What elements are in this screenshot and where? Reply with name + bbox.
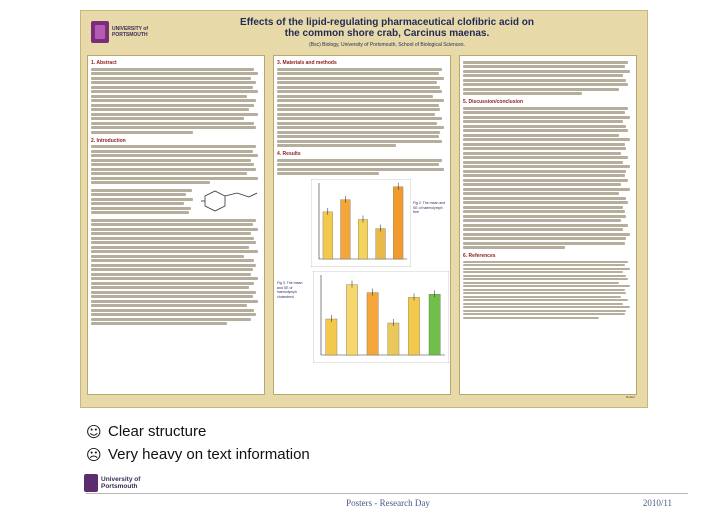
footer-event-name: Posters - Research Day — [346, 498, 430, 508]
smiley-face-icon: ☺ — [86, 422, 102, 441]
poster-column-middle — [273, 55, 451, 401]
section-heading-methods: 3. Materials and methods — [277, 60, 337, 66]
chart-1-bar-4 — [376, 229, 386, 259]
haemolymph-bar-chart-2 — [313, 271, 449, 363]
chart-2-caption: Fig 3. The mean and SE of haemolymph cholesterol — [277, 281, 303, 299]
section-heading-abstract: 1. Abstract — [91, 60, 117, 66]
poster-signature: Robert — [625, 395, 635, 399]
poster-header — [87, 15, 641, 53]
chart-2-bar-4 — [388, 323, 399, 355]
footer-divider — [86, 493, 688, 494]
university-crest-icon — [84, 474, 98, 492]
evaluation-list — [86, 420, 310, 466]
poster-title: Effects of the lipid-regulating pharmaceutical clofibric acid on the common shore crab, Carcinus maenas. — [240, 17, 534, 39]
chart-1-bar-1 — [323, 212, 333, 259]
chart-1-bar-2 — [341, 200, 351, 259]
poster-university-logo — [91, 19, 159, 45]
footer-logo-line1: University of — [101, 475, 141, 483]
footer-year: 2010/11 — [642, 498, 672, 508]
poster-image — [80, 10, 648, 408]
poster-authors: (Bsc) Biology, University of Portsmouth, School of Biological Sciences. — [309, 42, 465, 48]
bullet-negative-label: Very heavy on text information — [108, 446, 310, 463]
chart-1-caption: Fig 2. The mean and SE of haemolymph free — [413, 201, 446, 214]
poster-logo-line1: UNIVERSITY of — [112, 26, 149, 32]
chart-2-bar-5 — [408, 297, 419, 355]
chemical-structure-diagram — [201, 187, 261, 213]
chart-2-bar-2 — [346, 285, 357, 355]
poster-panel-middle — [273, 55, 451, 395]
chart-2-bar-1 — [326, 319, 337, 355]
frowning-face-icon: ☹ — [86, 445, 102, 464]
section-heading-introduction: 2. Introduction — [91, 137, 126, 144]
poster-column-left — [87, 55, 265, 401]
section-heading-references: 6. References — [463, 253, 496, 259]
section-heading-discussion: 5. Discussion/conclusion — [463, 99, 524, 105]
poster-panel-left — [87, 55, 265, 395]
bullet-positive-label: Clear structure — [108, 423, 207, 440]
poster-panel-right — [459, 55, 637, 395]
chart-1-bar-5 — [393, 187, 403, 259]
bullet-positive — [86, 420, 310, 443]
bullet-negative — [86, 443, 310, 466]
chart-2-bar-3 — [367, 293, 378, 355]
poster-logo-line2: PORTSMOUTH — [112, 32, 148, 38]
poster-column-right — [459, 55, 637, 401]
chart-2-bar-6 — [429, 294, 440, 355]
footer-logo-line2: Portsmouth — [101, 483, 138, 490]
chart-1-bar-3 — [358, 219, 368, 259]
university-crest-icon — [91, 21, 109, 43]
haemolymph-bar-chart-1 — [311, 179, 411, 267]
section-heading-results: 4. Results — [277, 151, 301, 157]
